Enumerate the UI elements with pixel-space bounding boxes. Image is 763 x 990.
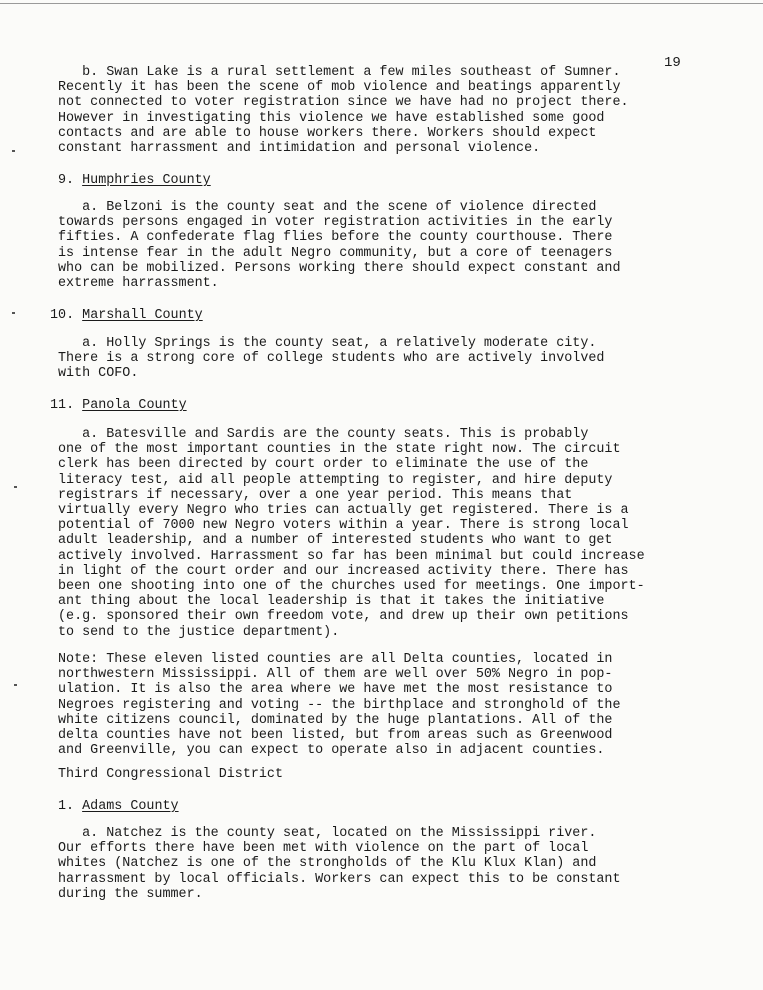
text-line: northwestern Mississippi. All of them are well over 50% Negro in pop- — [58, 667, 613, 683]
text-line: Note: These eleven listed counties are all Delta counties, located in — [58, 652, 613, 667]
text-line: constant harrassment and intimidation and personal violence. — [58, 141, 541, 157]
humphries-heading — [58, 173, 211, 188]
panola-number: 11. — [50, 398, 75, 413]
marshall-title: Marshall County — [82, 308, 203, 323]
humphries-title: Humphries County — [82, 173, 211, 188]
text-line: delta counties have not been listed, but from areas such as Greenwood — [58, 728, 613, 744]
text-line: harrassment by local officials. Workers can expect this to be constant — [58, 871, 621, 887]
marshall-paragraph — [58, 336, 703, 382]
text-line: to send to the justice department). — [58, 624, 340, 640]
adams-title: Adams County — [82, 799, 179, 814]
text-line: not connected to voter registration since we have had no project there. — [58, 95, 629, 111]
text-line: b. Swan Lake is a rural settlement a few miles southeast of Sumner. — [58, 65, 621, 80]
text-line: There is a strong core of college students who are actively involved — [58, 351, 605, 367]
marshall-heading — [50, 308, 203, 323]
text-line: actively involved. Harrassment so far has been minimal but could increase — [58, 548, 645, 564]
text-line: Negroes registering and voting -- the birthplace and stronghold of the — [58, 697, 621, 713]
text-line: extreme harrassment. — [58, 276, 219, 292]
text-line: contacts and are able to house workers there. Workers should expect — [58, 125, 597, 141]
humphries-number: 9. — [58, 173, 75, 188]
margin-speck — [14, 684, 17, 686]
text-line: in light of the court order and our increased activity there. There has — [58, 563, 629, 579]
text-line: white citizens council, dominated by the huge plantations. All of the — [58, 712, 613, 728]
text-line: who can be mobilized. Persons working there should expect constant and — [58, 260, 621, 276]
page-top-edge — [0, 3, 763, 4]
panola-heading — [50, 398, 187, 413]
text-line: is intense fear in the adult Negro community, but a core of teenagers — [58, 245, 613, 261]
text-line: Recently it has been the scene of mob violence and beatings apparently — [58, 80, 621, 96]
text-line: and Greenville, you can expect to operate also in adjacent counties. — [58, 743, 605, 759]
page-number: 19 — [664, 55, 681, 71]
text-line: been one shooting into one of the churches used for meetings. One import- — [58, 579, 645, 595]
text-line: a. Belzoni is the county seat and the scene of violence directed — [58, 200, 597, 215]
text-line: (e.g. sponsored their own freedom vote, and drew up their own petitions — [58, 609, 629, 625]
district-heading: Third Congressional District — [58, 767, 283, 782]
text-line: towards persons engaged in voter registration activities in the early — [58, 215, 613, 231]
text-line: However in investigating this violence we have established some good — [58, 110, 605, 126]
humphries-paragraph — [58, 200, 703, 291]
text-line: ant thing about the local leadership is that it takes the initiative — [58, 594, 605, 610]
text-line: clerk has been directed by court order to eliminate the use of the — [58, 457, 589, 473]
margin-speck — [14, 486, 17, 488]
text-line: ulation. It is also the area where we have met the most resistance to — [58, 682, 613, 698]
text-line: a. Holly Springs is the county seat, a relatively moderate city. — [58, 336, 597, 351]
adams-heading — [58, 799, 179, 814]
margin-speck — [12, 150, 15, 152]
text-line: whites (Natchez is one of the strongholds of the Klu Klux Klan) and — [58, 856, 597, 872]
panola-title: Panola County — [82, 398, 187, 413]
adams-number: 1. — [58, 799, 75, 814]
delta-note-paragraph — [58, 652, 703, 758]
text-line: literacy test, aid all people attempting to register, and hire deputy — [58, 472, 613, 488]
margin-speck — [12, 312, 15, 314]
text-line: fifties. A confederate flag flies before the county courthouse. There — [58, 230, 613, 246]
text-line: with COFO. — [58, 366, 139, 382]
text-line: registrars if necessary, over a one year period. This means that — [58, 487, 573, 503]
text-line: adult leadership, and a number of interested students who want to get — [58, 533, 613, 549]
text-line: Our efforts there have been met with violence on the part of local — [58, 841, 589, 857]
panola-paragraph — [58, 427, 703, 640]
swan-lake-paragraph — [58, 65, 703, 156]
marshall-number: 10. — [50, 308, 75, 323]
text-line: a. Batesville and Sardis are the county seats. This is probably — [58, 427, 589, 442]
text-line: during the summer. — [58, 886, 203, 902]
adams-paragraph — [58, 826, 703, 902]
text-line: potential of 7000 new Negro voters within a year. There is strong local — [58, 518, 629, 534]
text-line: a. Natchez is the county seat, located on the Mississippi river. — [58, 826, 597, 841]
text-line: one of the most important counties in the state right now. The circuit — [58, 442, 621, 458]
text-line: virtually every Negro who tries can actually get registered. There is a — [58, 503, 629, 519]
